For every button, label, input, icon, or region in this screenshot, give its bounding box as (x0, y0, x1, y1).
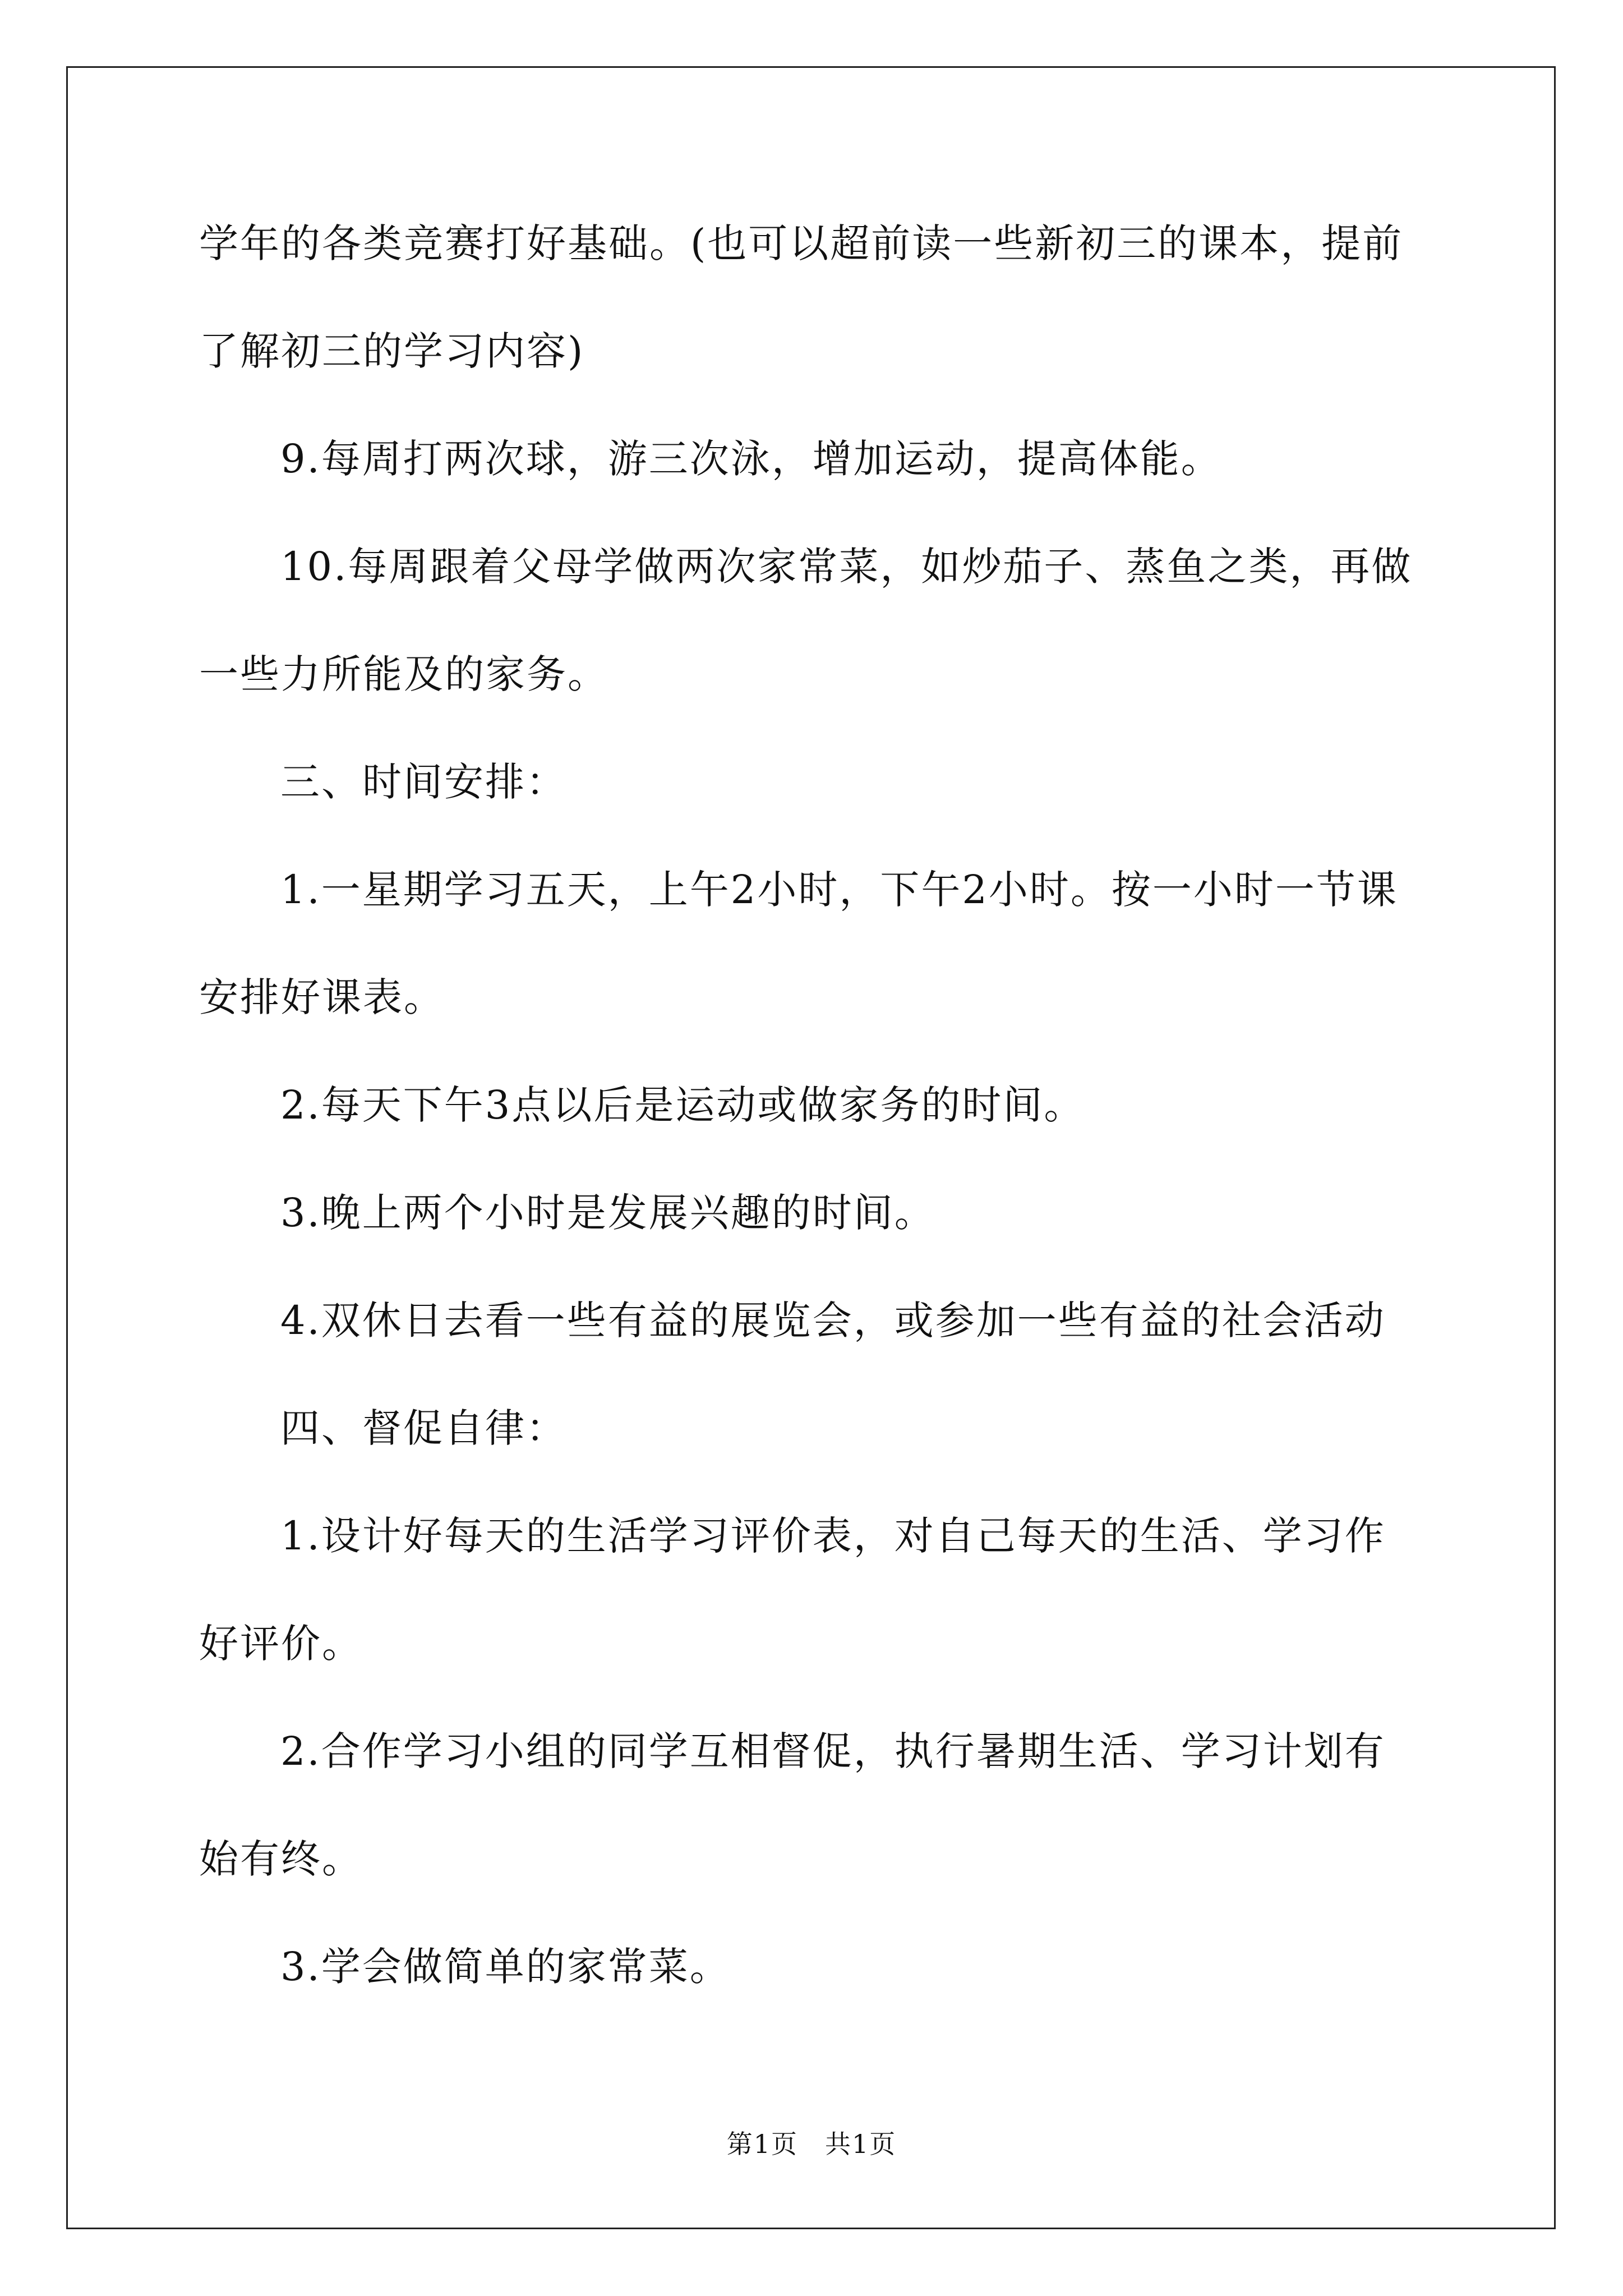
section-heading-time: 三、时间安排： (280, 759, 567, 805)
paragraph-5: 1.一星期学习五天，上午2小时，下午2小时。按一小时一节课安排好课表。 (199, 867, 1398, 1020)
paragraph-2: 9.每周打两次球，游三次泳，增加运动，提高体能。 (280, 436, 1222, 482)
paragraph-12: 3.学会做简单的家常菜。 (280, 1944, 731, 1990)
page-number-current: 第1页 (726, 2129, 798, 2159)
paragraph-10: 1.设计好每天的生活学习评价表，对自己每天的生活、学习作好评价。 (199, 1513, 1386, 1667)
section-heading-discipline: 四、督促自律： (280, 1405, 567, 1451)
paragraph-11: 2.合作学习小组的同学互相督促，执行暑期生活、学习计划有始有终。 (199, 1728, 1386, 1882)
paragraph-8: 4.双休日去看一些有益的展览会，或参加一些有益的社会活动 (280, 1297, 1386, 1343)
paragraph-7: 3.晚上两个小时是发展兴趣的时间。 (280, 1190, 935, 1236)
page-footer (0, 2127, 1623, 2161)
page-number-total: 共1页 (825, 2129, 897, 2159)
document-body (199, 190, 1424, 2021)
paragraph-6: 2.每天下午3点以后是运动或做家务的时间。 (280, 1082, 1085, 1128)
paragraph-3: 10.每周跟着父母学做两次家常菜，如炒茄子、蒸鱼之类，再做一些力所能及的家务。 (199, 544, 1413, 697)
paragraph-1: 学年的各类竞赛打好基础。(也可以超前读一些新初三的课本，提前了解初三的学习内容) (199, 220, 1404, 374)
